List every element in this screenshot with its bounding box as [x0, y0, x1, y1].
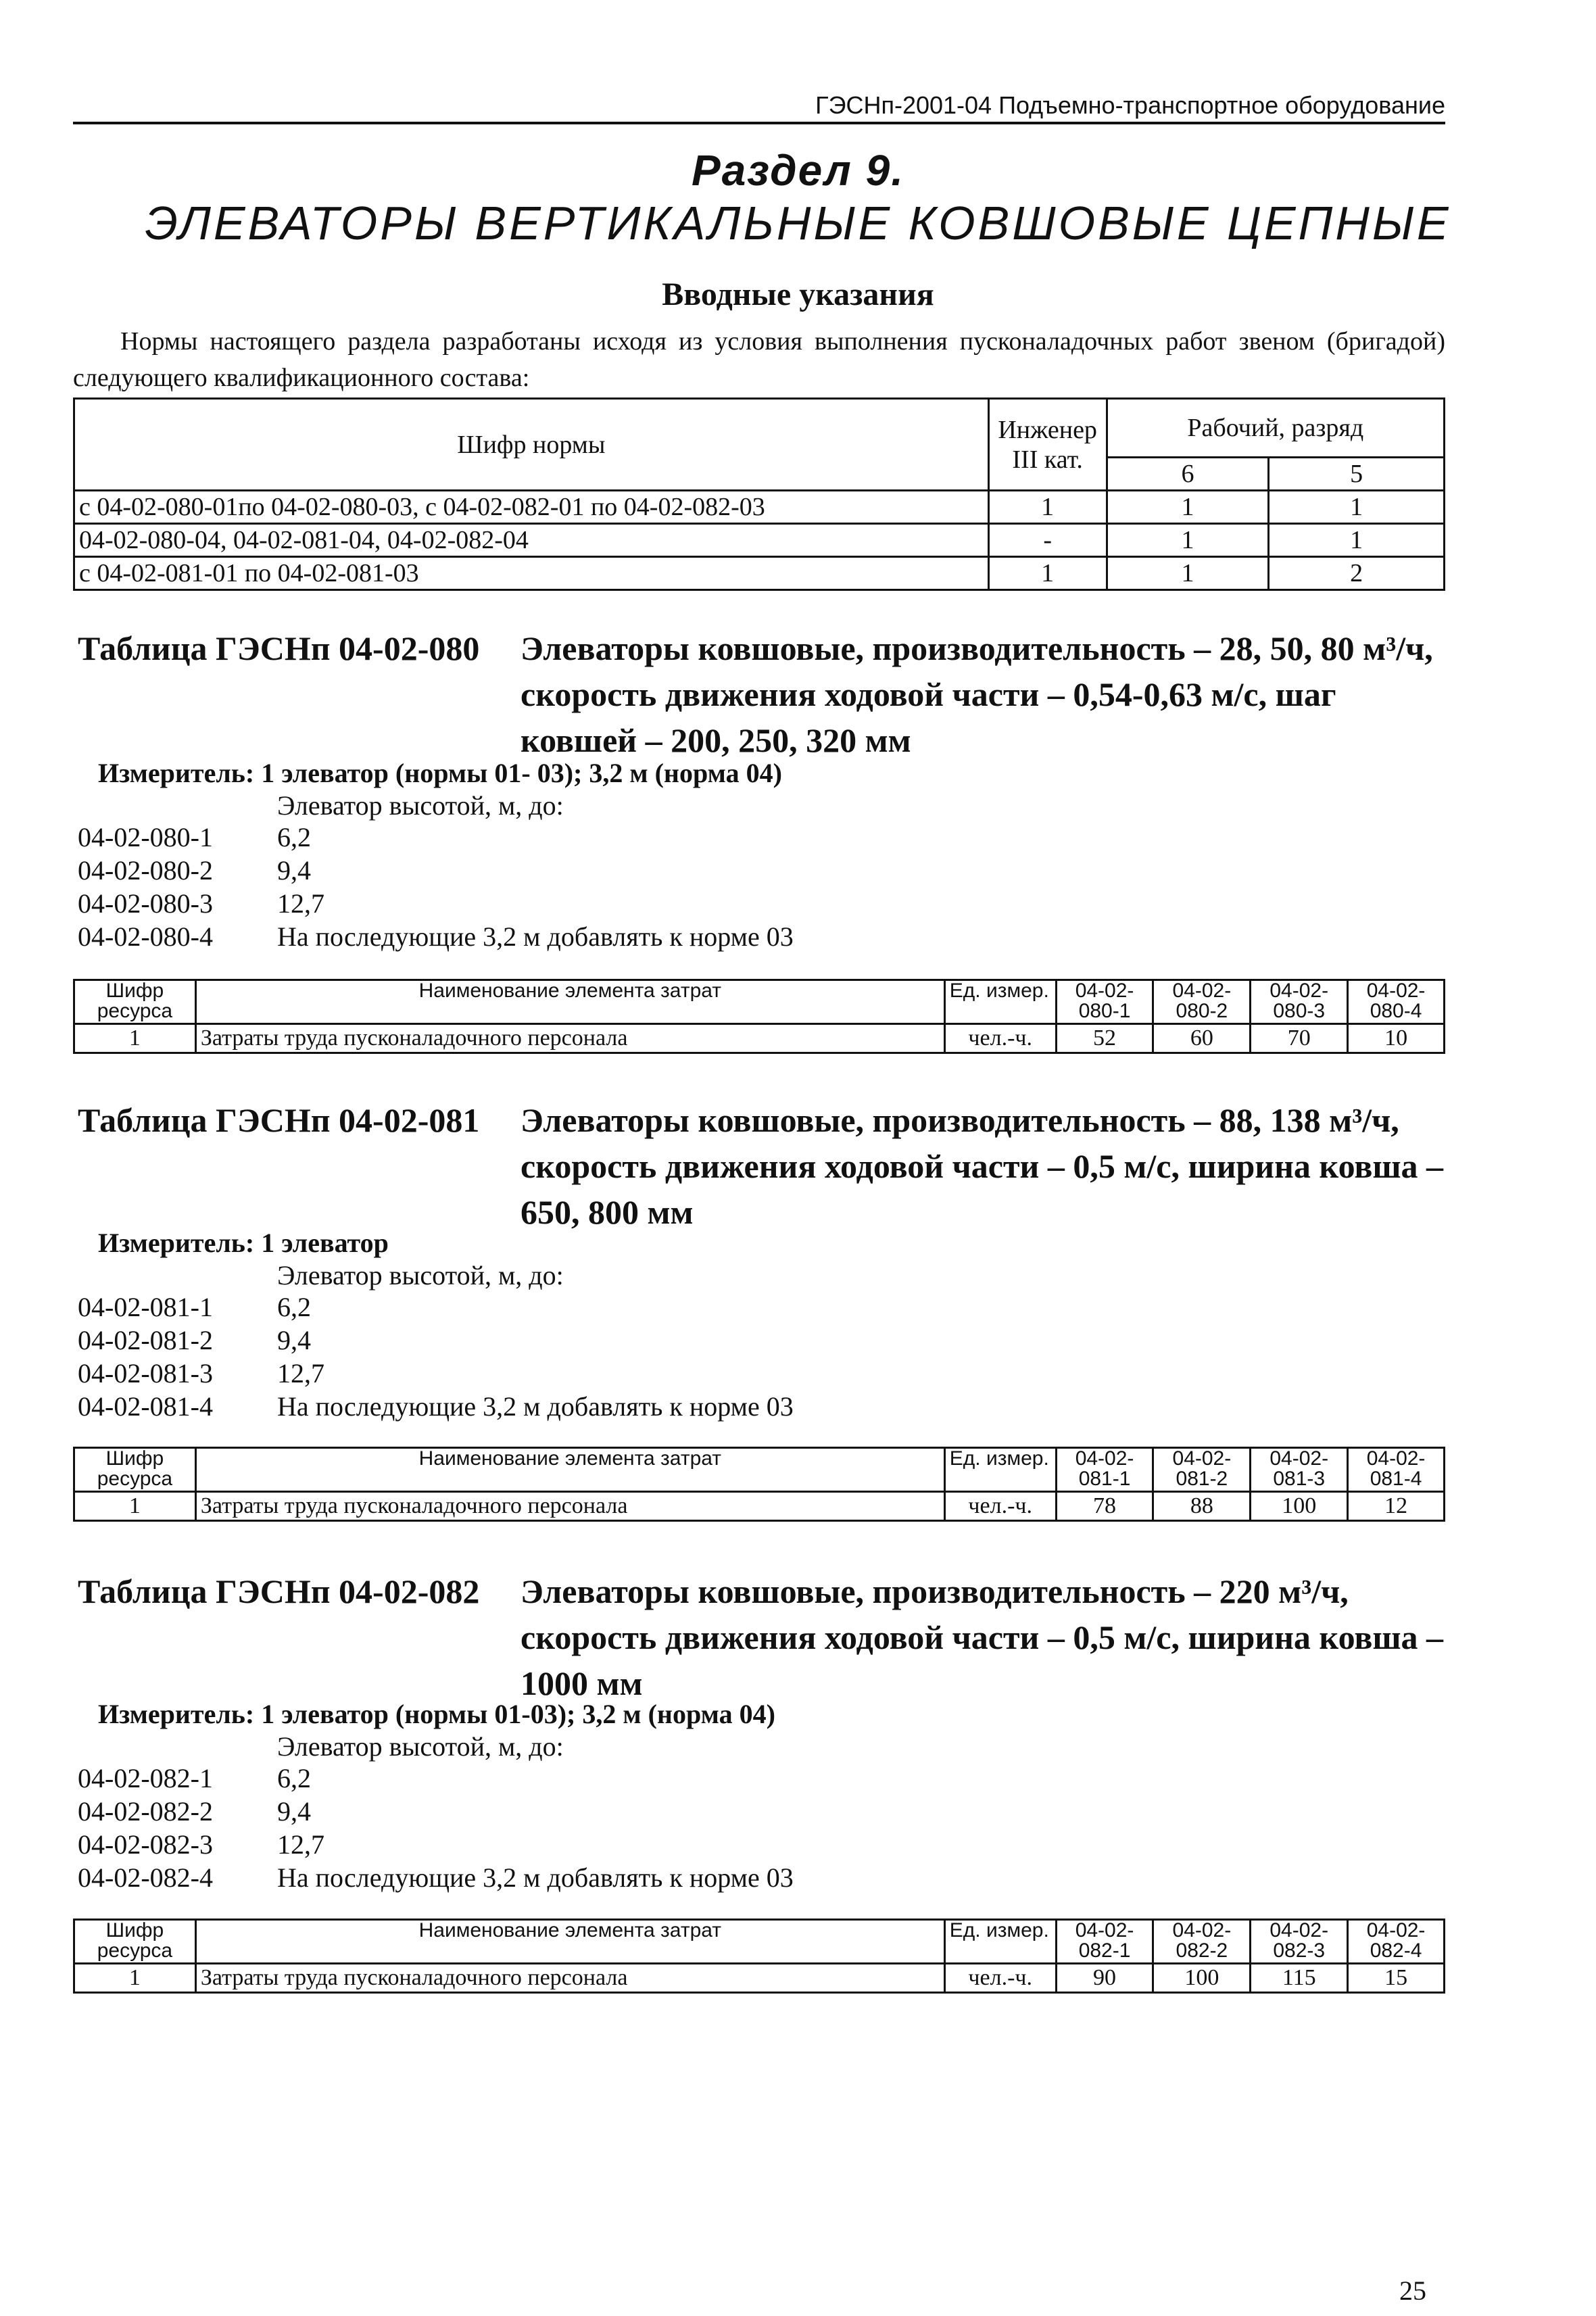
norm-value: 12,7 [277, 1829, 324, 1860]
table-082-subhead: Элеватор высотой, м, до: [277, 1731, 564, 1762]
col-norm-1 [1056, 1448, 1153, 1492]
page-number: 25 [1399, 2275, 1426, 2306]
norm-code: 04-02-082-4 [78, 1862, 213, 1893]
col-norm-2 [1153, 980, 1251, 1024]
intro-title: Вводные указания [662, 276, 934, 312]
table-080-title: Элеваторы ковшовые, производительность – 28, 50, 80 м³/ч, скорость движения ходовой части – 0,54-0,63 м/с, шаг ковшей – 200, 250, 320 мм [521, 629, 1433, 759]
running-header: ГЭСНп-2001-04 Подъемно-транспортное оборудование [73, 89, 1445, 124]
norm-code: 04-02-080-1 [78, 822, 213, 852]
norm-value: На последующие 3,2 м добавлять к норме 03 [277, 1862, 794, 1893]
norm-code: 04-02-081-3 [78, 1358, 213, 1389]
col-norm-3 [1251, 980, 1348, 1024]
norm-value: На последующие 3,2 м добавлять к норме 03 [277, 1391, 794, 1422]
value-cell: 90 [1056, 1964, 1153, 1993]
norm-code: 04-02-082-2 [78, 1796, 213, 1827]
norm-code-top: 04-02- [1075, 1447, 1134, 1470]
norm-code-top: 04-02- [1075, 980, 1134, 1002]
value-cell: 70 [1251, 1024, 1348, 1053]
table-row [74, 557, 1445, 590]
element-name: Затраты труда пусконаладочного персонала [195, 1024, 944, 1053]
norm-code: 04-02-081-1 [78, 1292, 213, 1322]
col-worker-header: Рабочий, разряд [1107, 399, 1444, 458]
norm-code-bottom: 082-3 [1273, 1939, 1326, 1962]
resource-table-081 [73, 1447, 1445, 1522]
norm-code-bottom: 081-4 [1370, 1468, 1422, 1490]
value-cell: 100 [1153, 1964, 1251, 1993]
resource-table-080 [73, 979, 1445, 1054]
col-element-header: Наименование элемента затрат [195, 1920, 944, 1964]
engineer-cell: - [988, 524, 1107, 557]
table-082-measure: Измеритель: 1 элеватор (нормы 01-03); 3,2 м (норма 04) [98, 1699, 775, 1729]
norm-code-bottom: 081-3 [1273, 1468, 1326, 1490]
value-cell: 100 [1251, 1492, 1348, 1521]
col-unit-header: Ед. измер. [944, 1920, 1056, 1964]
norm-code-top: 04-02- [1366, 980, 1426, 1002]
resource-code: 1 [74, 1964, 196, 1993]
grade-6-header: 6 [1107, 458, 1269, 491]
norm-code-bottom: 082-4 [1370, 1939, 1422, 1962]
norm-cell: 04-02-080-04, 04-02-081-04, 04-02-082-04 [74, 524, 989, 557]
norm-value: На последующие 3,2 м добавлять к норме 03 [277, 921, 794, 952]
norm-code-top: 04-02- [1172, 980, 1232, 1002]
table-080-measure: Измеритель: 1 элеватор (нормы 01- 03); 3,2 м (норма 04) [98, 758, 782, 788]
element-name: Затраты труда пусконаладочного персонала [195, 1492, 944, 1521]
col-norm-header: Шифр нормы [74, 399, 989, 491]
col-norm-4 [1348, 1920, 1445, 1964]
col-norm-2 [1153, 1448, 1251, 1492]
norm-code: 04-02-081-4 [78, 1391, 213, 1422]
grade-5-cell: 1 [1269, 491, 1445, 524]
table-080-subhead: Элеватор высотой, м, до: [277, 790, 564, 821]
value-cell: 15 [1348, 1964, 1445, 1993]
table-080-label: Таблица ГЭСНп 04-02-080 [78, 629, 480, 667]
norm-code-top: 04-02- [1075, 1919, 1134, 1941]
table-082-label: Таблица ГЭСНп 04-02-082 [78, 1572, 480, 1610]
section-title: ЭЛЕВАТОРЫ ВЕРТИКАЛЬНЫЕ КОВШОВЫЕ ЦЕПНЫЕ [145, 197, 1451, 249]
norm-code-bottom: 081-2 [1176, 1468, 1228, 1490]
value-cell: 12 [1348, 1492, 1445, 1521]
norm-cell: с 04-02-080-01по 04-02-080-03, с 04-02-082-01 по 04-02-082-03 [74, 491, 989, 524]
norm-code-bottom: 082-2 [1176, 1939, 1228, 1962]
crew-composition-table [73, 397, 1445, 591]
col-resource-header: Шифр ресурса [74, 1448, 196, 1492]
table-081-label: Таблица ГЭСНп 04-02-081 [78, 1101, 480, 1139]
col-resource-header: Шифр ресурса [74, 980, 196, 1024]
unit-cell: чел.-ч. [944, 1492, 1056, 1521]
col-norm-1 [1056, 980, 1153, 1024]
norm-code-top: 04-02- [1366, 1919, 1426, 1941]
value-cell: 88 [1153, 1492, 1251, 1521]
norm-code-bottom: 080-4 [1370, 1000, 1422, 1022]
grade-5-cell: 1 [1269, 524, 1445, 557]
norm-code-bottom: 080-3 [1273, 1000, 1326, 1022]
col-norm-4 [1348, 980, 1445, 1024]
norm-code-bottom: 080-2 [1176, 1000, 1228, 1022]
norm-code: 04-02-081-2 [78, 1325, 213, 1355]
resource-table-082 [73, 1919, 1445, 1994]
grade-6-cell: 1 [1107, 524, 1269, 557]
grade-5-cell: 2 [1269, 557, 1445, 590]
norm-code-top: 04-02- [1269, 1447, 1329, 1470]
norm-value: 6,2 [277, 822, 311, 852]
table-081-subhead: Элеватор высотой, м, до: [277, 1260, 564, 1290]
norm-code: 04-02-082-1 [78, 1763, 213, 1793]
norm-code: 04-02-080-3 [78, 888, 213, 919]
engineer-cell: 1 [988, 557, 1107, 590]
norm-code: 04-02-080-4 [78, 921, 213, 952]
intro-text: Нормы настоящего раздела разработаны исходя из условия выполнения пусконаладочных работ звеном (бригадой) следующего квалификационного состава: [73, 327, 1445, 392]
value-cell: 115 [1251, 1964, 1348, 1993]
norm-code-bottom: 080-1 [1078, 1000, 1131, 1022]
norm-cell: с 04-02-081-01 по 04-02-081-03 [74, 557, 989, 590]
norm-value: 12,7 [277, 888, 324, 919]
table-row [74, 524, 1445, 557]
col-norm-3 [1251, 1920, 1348, 1964]
element-name: Затраты труда пусконаладочного персонала [195, 1964, 944, 1993]
col-resource-header: Шифр ресурса [74, 1920, 196, 1964]
value-cell: 60 [1153, 1024, 1251, 1053]
table-row [74, 1024, 1445, 1053]
table-row [74, 1492, 1445, 1521]
table-081-title: Элеваторы ковшовые, производительность – 88, 138 м³/ч, скорость движения ходовой части – 0,5 м/с, ширина ковша – 650, 800 мм [521, 1101, 1444, 1231]
norm-value: 12,7 [277, 1358, 324, 1389]
norm-value: 9,4 [277, 855, 311, 886]
norm-code-bottom: 081-1 [1078, 1468, 1131, 1490]
value-cell: 78 [1056, 1492, 1153, 1521]
value-cell: 10 [1348, 1024, 1445, 1053]
norm-code-top: 04-02- [1269, 980, 1329, 1002]
col-element-header: Наименование элемента затрат [195, 1448, 944, 1492]
unit-cell: чел.-ч. [944, 1024, 1056, 1053]
col-norm-1 [1056, 1920, 1153, 1964]
norm-code-bottom: 082-1 [1078, 1939, 1131, 1962]
section-label: Раздел 9. [692, 146, 904, 195]
col-norm-2 [1153, 1920, 1251, 1964]
norm-code: 04-02-082-3 [78, 1829, 213, 1860]
norm-value: 9,4 [277, 1796, 311, 1827]
table-082-title: Элеваторы ковшовые, производительность – 220 м³/ч, скорость движения ходовой части – 0,5 м/с, ширина ковша – 1000 мм [521, 1572, 1444, 1702]
grade-6-cell: 1 [1107, 557, 1269, 590]
col-norm-4 [1348, 1448, 1445, 1492]
norm-value: 9,4 [277, 1325, 311, 1355]
table-081-measure: Измеритель: 1 элеватор [98, 1228, 389, 1258]
norm-code-top: 04-02- [1172, 1919, 1232, 1941]
value-cell: 52 [1056, 1024, 1153, 1053]
norm-code: 04-02-080-2 [78, 855, 213, 886]
engineer-cell: 1 [988, 491, 1107, 524]
col-unit-header: Ед. измер. [944, 980, 1056, 1024]
table-row [74, 1964, 1445, 1993]
norm-value: 6,2 [277, 1292, 311, 1322]
resource-code: 1 [74, 1492, 196, 1521]
col-engineer-header: Инженер III кат. [988, 399, 1107, 491]
norm-value: 6,2 [277, 1763, 311, 1793]
col-element-header: Наименование элемента затрат [195, 980, 944, 1024]
unit-cell: чел.-ч. [944, 1964, 1056, 1993]
col-norm-3 [1251, 1448, 1348, 1492]
norm-code-top: 04-02- [1366, 1447, 1426, 1470]
col-unit-header: Ед. измер. [944, 1448, 1056, 1492]
norm-code-top: 04-02- [1172, 1447, 1232, 1470]
grade-5-header: 5 [1269, 458, 1445, 491]
table-row [74, 491, 1445, 524]
grade-6-cell: 1 [1107, 491, 1269, 524]
resource-code: 1 [74, 1024, 196, 1053]
norm-code-top: 04-02- [1269, 1919, 1329, 1941]
